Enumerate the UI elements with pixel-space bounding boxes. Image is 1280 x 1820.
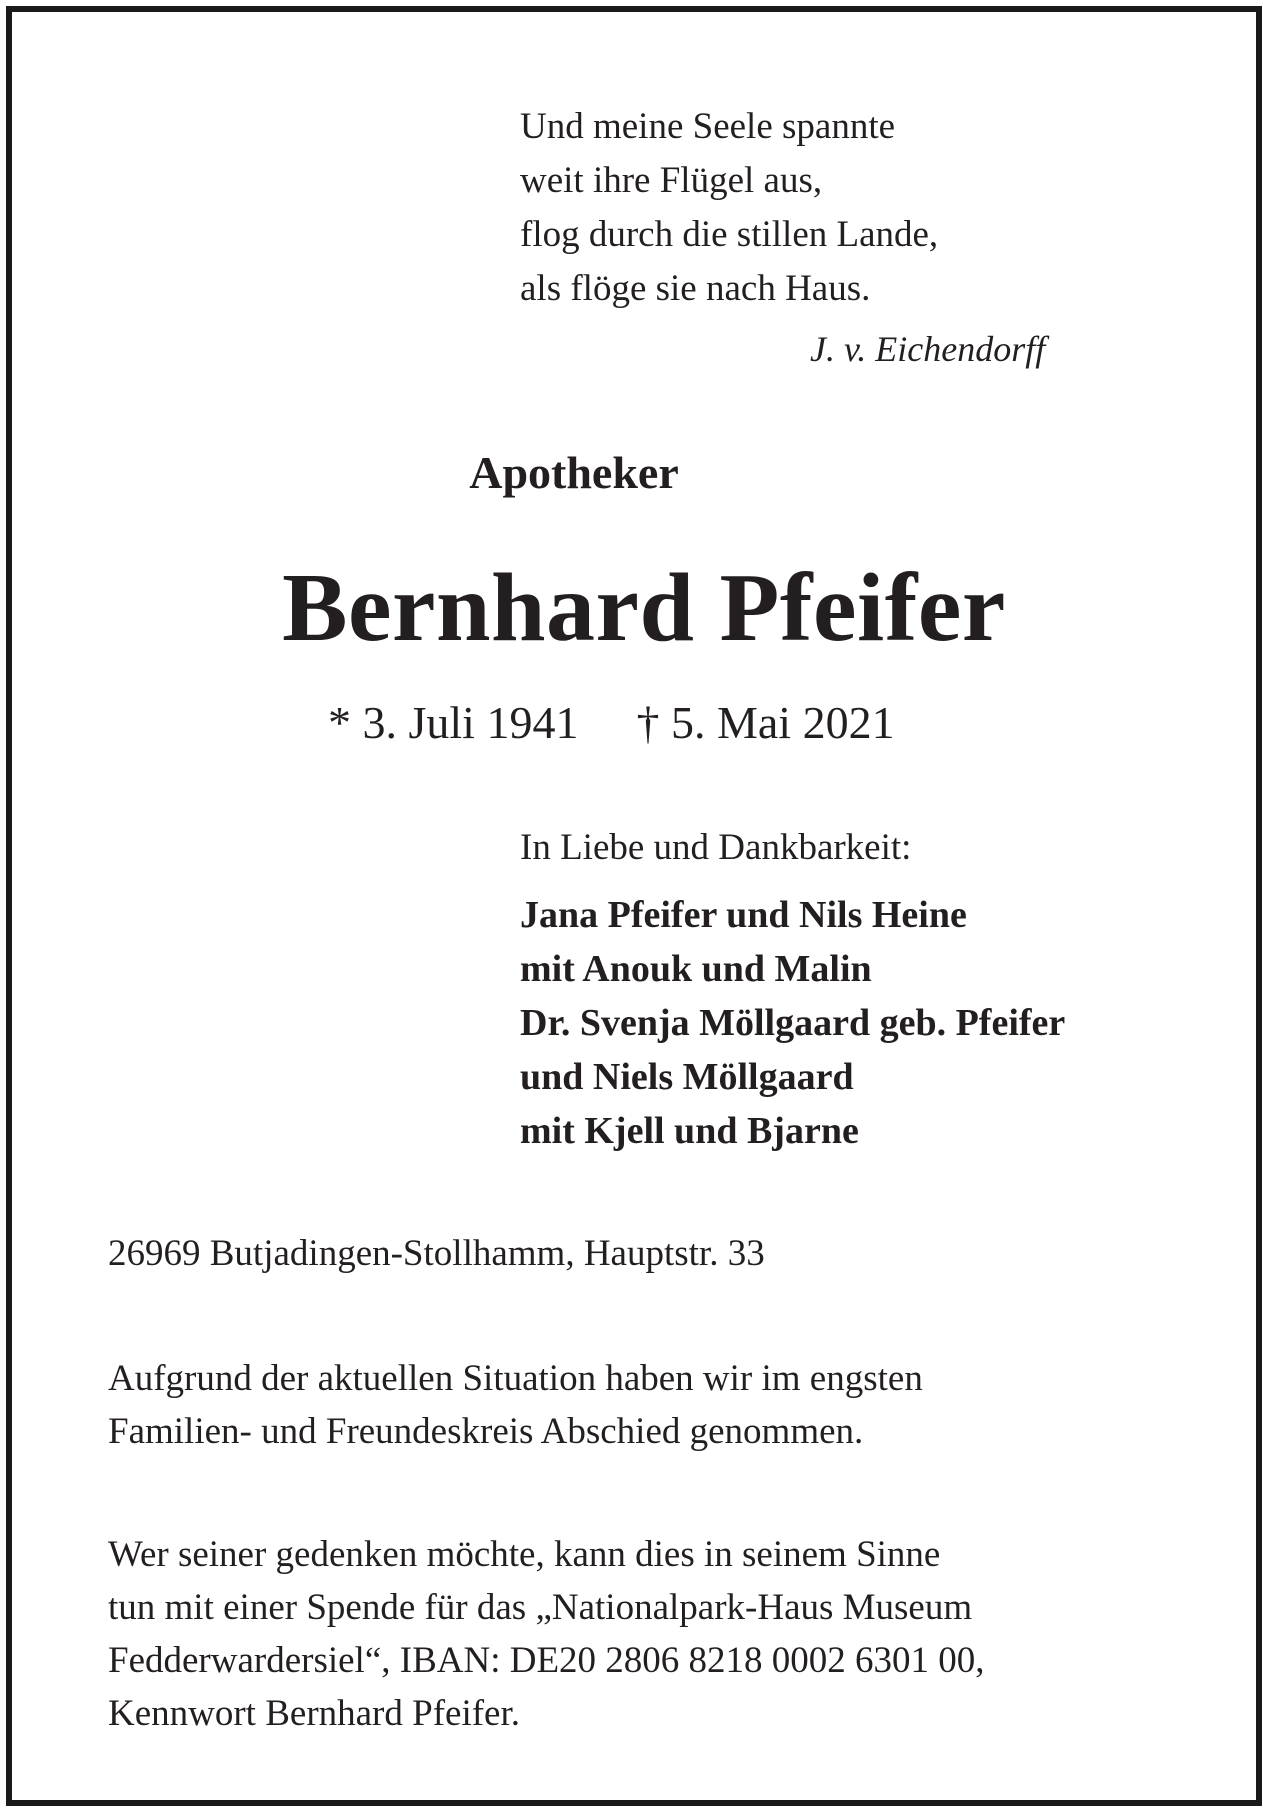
poem — [520, 100, 1120, 316]
profession-text: Apotheker — [469, 447, 679, 498]
obituary-frame — [6, 6, 1262, 1806]
family-member-line: mit Anouk und Malin — [520, 948, 872, 990]
family-member-line: mit Kjell und Bjarne — [520, 1110, 859, 1152]
paragraph-line: Wer seiner gedenken möchte, kann dies in seinem Sinne — [108, 1534, 941, 1575]
paragraph-line: Kennwort Bernhard Pfeifer. — [108, 1693, 521, 1734]
paragraph-line: tun mit einer Spende für das „Nationalpark-Haus Museum — [108, 1587, 973, 1628]
address: 26969 Butjadingen-Stollhamm, Hauptstr. 33 — [108, 1233, 765, 1274]
family-member-line: Jana Pfeifer und Nils Heine — [520, 894, 967, 936]
family-list — [520, 888, 1065, 1158]
paragraph-line: Fedderwardersiel“, IBAN: DE20 2806 8218 0002 6301 00, — [108, 1640, 985, 1681]
farewell-paragraph — [108, 1352, 923, 1458]
paragraph-line: Familien- und Freundeskreis Abschied genommen. — [108, 1411, 864, 1452]
poem-author: J. v. Eichendorff — [810, 329, 1046, 369]
profession-title — [12, 446, 1280, 499]
dedication-line: In Liebe und Dankbarkeit: — [520, 827, 912, 868]
donation-paragraph — [108, 1528, 985, 1740]
life-dates — [328, 696, 895, 749]
poem-line: weit ihre Flügel aus, — [520, 160, 823, 201]
poem-line: flog durch die stillen Lande, — [520, 214, 939, 255]
poem-line: als flöge sie nach Haus. — [520, 268, 871, 309]
birth-date: * 3. Juli 1941 — [328, 697, 579, 748]
paragraph-line: Aufgrund der aktuellen Situation haben wir im engsten — [108, 1358, 923, 1399]
poem-line: Und meine Seele spannte — [520, 106, 896, 147]
death-date: † 5. Mai 2021 — [636, 697, 895, 748]
family-member-line: und Niels Möllgaard — [520, 1056, 854, 1098]
deceased-name-text: Bernhard Pfeifer — [282, 554, 1006, 662]
deceased-name — [12, 552, 1280, 664]
family-member-line: Dr. Svenja Möllgaard geb. Pfeifer — [520, 1002, 1066, 1044]
